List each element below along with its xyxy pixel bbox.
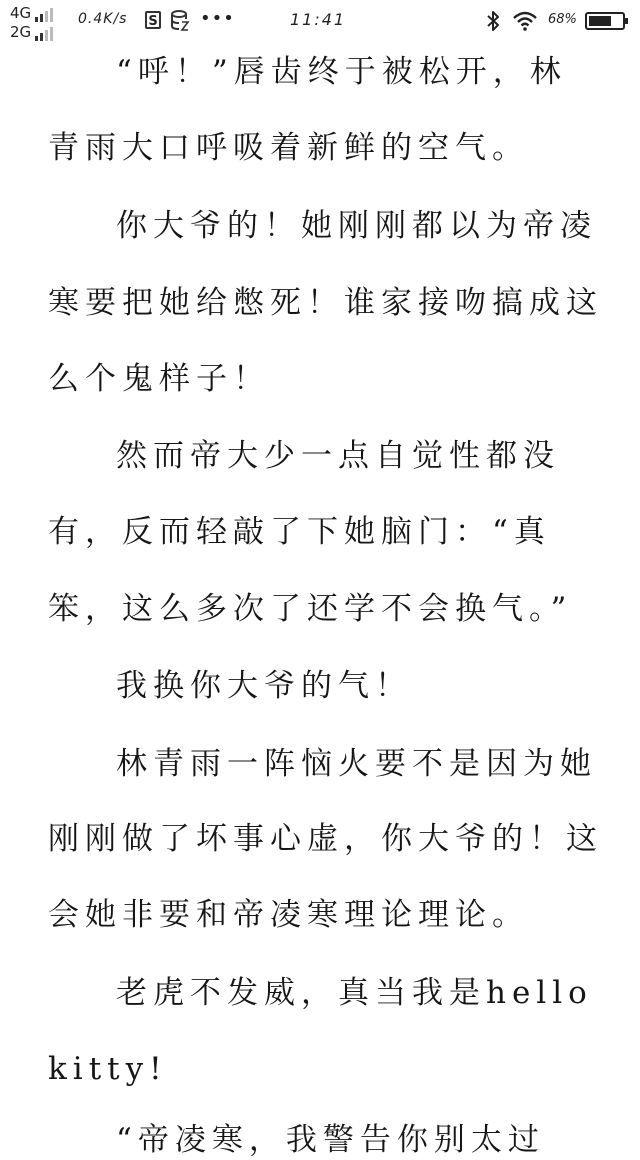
clock: 11:41 — [290, 10, 347, 29]
text-line: 笨，这么多次了还学不会换气。” — [48, 591, 573, 627]
text-line: 林青雨一阵恼火要不是因为她 — [116, 746, 597, 782]
text-line: 么个鬼样子！ — [48, 361, 270, 397]
battery-icon — [585, 12, 629, 30]
text-line: 有，反而轻敲了下她脑门：“真 — [48, 514, 551, 550]
battery-percent: 68% — [548, 12, 577, 27]
reader-page[interactable] — [0, 30, 640, 1158]
text-line: 寒要把她给憋死！谁家接吻搞成这 — [48, 285, 603, 321]
text-line: “呼！”唇齿终于被松开，林 — [116, 54, 567, 90]
network-speed: 0.4K/s — [78, 11, 128, 27]
text-line: 然而帝大少一点自觉性都没 — [116, 438, 560, 474]
network-type-2: 2G — [10, 23, 32, 41]
more-icon: ••• — [200, 8, 235, 29]
database-icon — [170, 10, 190, 32]
text-line: 刚刚做了坏事心虚，你大爷的！这 — [48, 821, 603, 857]
text-line: 老虎不发威，真当我是hello — [116, 975, 593, 1011]
text-line: “帝凌寒，我警告你别太过 — [116, 1122, 545, 1158]
text-line: 我换你大爷的气！ — [116, 668, 412, 704]
signal-icon — [35, 8, 53, 22]
text-line: 你大爷的！她刚刚都以为帝凌 — [116, 208, 597, 244]
text-line: 青雨大口呼吸着新鲜的空气。 — [48, 130, 529, 166]
text-line: 会她非要和帝凌寒理论理论。 — [48, 897, 529, 933]
wifi-icon — [513, 11, 537, 31]
network-row-1 — [10, 4, 53, 22]
text-line: kitty! — [48, 1051, 168, 1087]
s-app-icon: S — [145, 11, 161, 29]
network-type-1: 4G — [10, 4, 32, 22]
